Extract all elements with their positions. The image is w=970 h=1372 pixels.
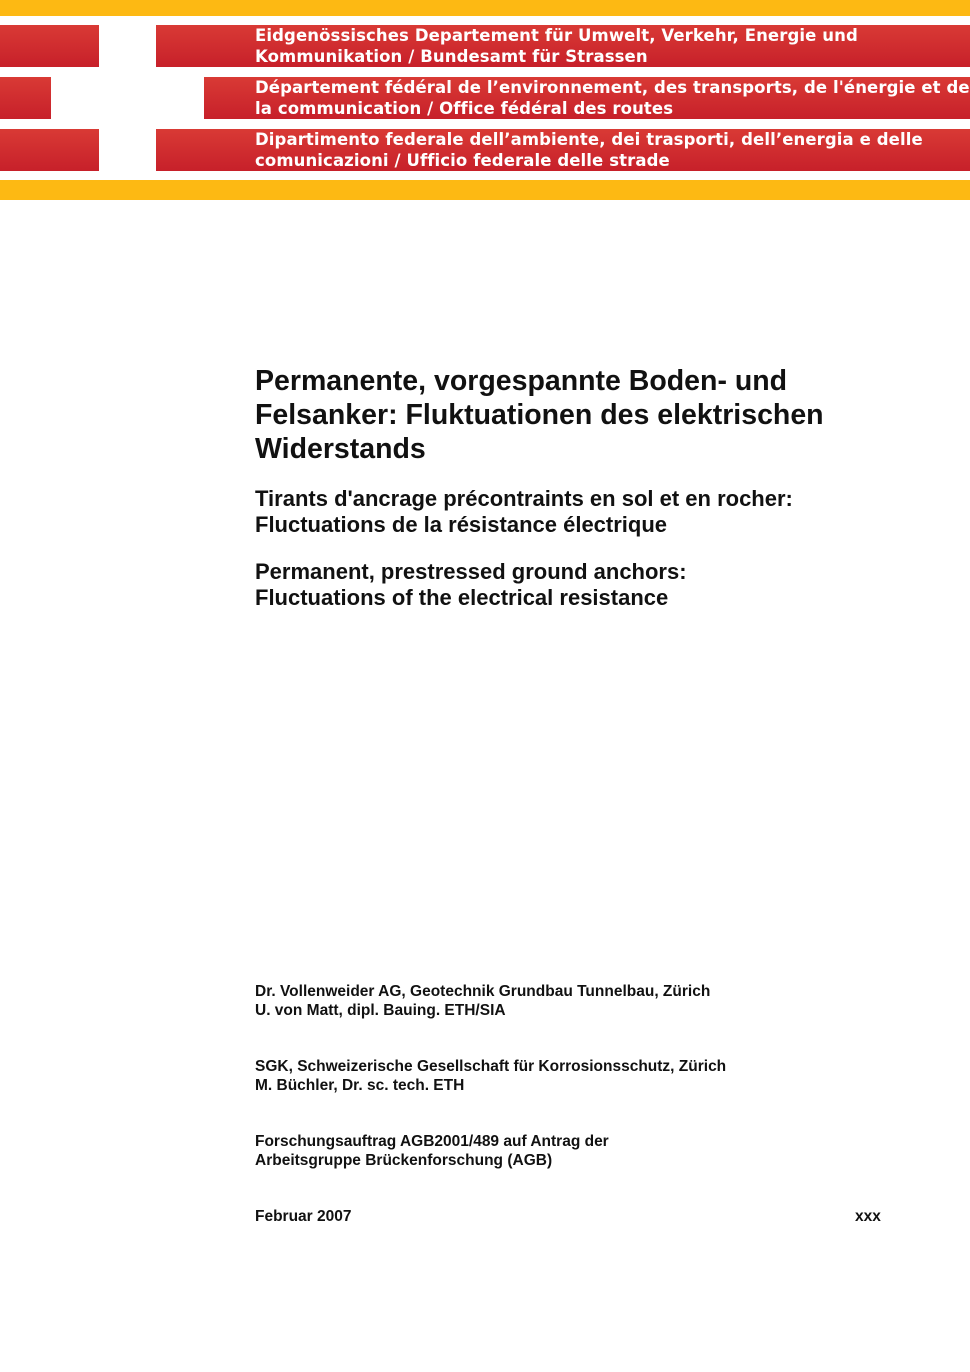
- author-block-2: [255, 1057, 726, 1095]
- report-number: xxx: [855, 1208, 881, 1225]
- header-it-line2: comunicazioni / Ufficio federale delle strade: [255, 151, 670, 170]
- header-it-line1: Dipartimento federale dell’ambiente, dei trasporti, dell’energia e delle: [255, 130, 923, 149]
- header-fr-line2: la communication / Office fédéral des routes: [255, 99, 674, 118]
- title-fr-line2: Fluctuations de la résistance électrique: [255, 512, 668, 537]
- author-org-2: SGK, Schweizerische Gesellschaft für Korrosionsschutz, Zürich: [255, 1058, 727, 1075]
- author-block-1: [255, 982, 710, 1020]
- research-line-2: Arbeitsgruppe Brückenforschung (AGB): [255, 1152, 553, 1169]
- header-text-fr: [255, 77, 970, 119]
- title-fr-line1: Tirants d'ancrage précontraints en sol et en rocher:: [255, 486, 793, 511]
- title-french: [255, 486, 935, 538]
- title-de-line2: Felsanker: Fluktuationen des elektrischen: [255, 399, 824, 431]
- bottom-yellow-stripe: [0, 180, 970, 200]
- title-en-line1: Permanent, prestressed ground anchors:: [255, 559, 687, 584]
- title-de-line1: Permanente, vorgespannte Boden- und: [255, 365, 788, 397]
- header-text-de: [255, 25, 858, 67]
- swiss-cross-left-2: [0, 77, 51, 119]
- header-banner: [0, 0, 970, 200]
- swiss-cross-left-3: [0, 129, 99, 171]
- title-de-line3: Widerstands: [255, 433, 426, 465]
- header-de-line1: Eidgenössisches Departement für Umwelt, Verkehr, Energie und: [255, 26, 858, 45]
- top-yellow-stripe: [0, 0, 970, 16]
- research-block: [255, 1132, 609, 1170]
- header-de-line2: Kommunikation / Bundesamt für Strassen: [255, 47, 648, 66]
- author-org-1: Dr. Vollenweider AG, Geotechnik Grundbau Tunnelbau, Zürich: [255, 983, 711, 1000]
- title-english: [255, 559, 935, 611]
- header-text-it: [255, 129, 923, 171]
- author-person-2: M. Büchler, Dr. sc. tech. ETH: [255, 1077, 465, 1094]
- research-line-1: Forschungsauftrag AGB2001/489 auf Antrag der: [255, 1133, 609, 1150]
- header-fr-line1: Département fédéral de l’environnement, des transports, de l'énergie et de: [255, 78, 970, 97]
- title-en-line2: Fluctuations of the electrical resistance: [255, 585, 669, 610]
- author-person-1: U. von Matt, dipl. Bauing. ETH/SIA: [255, 1002, 506, 1019]
- swiss-cross-left-1: [0, 25, 99, 67]
- publication-date: Februar 2007: [255, 1208, 352, 1225]
- title-german: [255, 364, 935, 466]
